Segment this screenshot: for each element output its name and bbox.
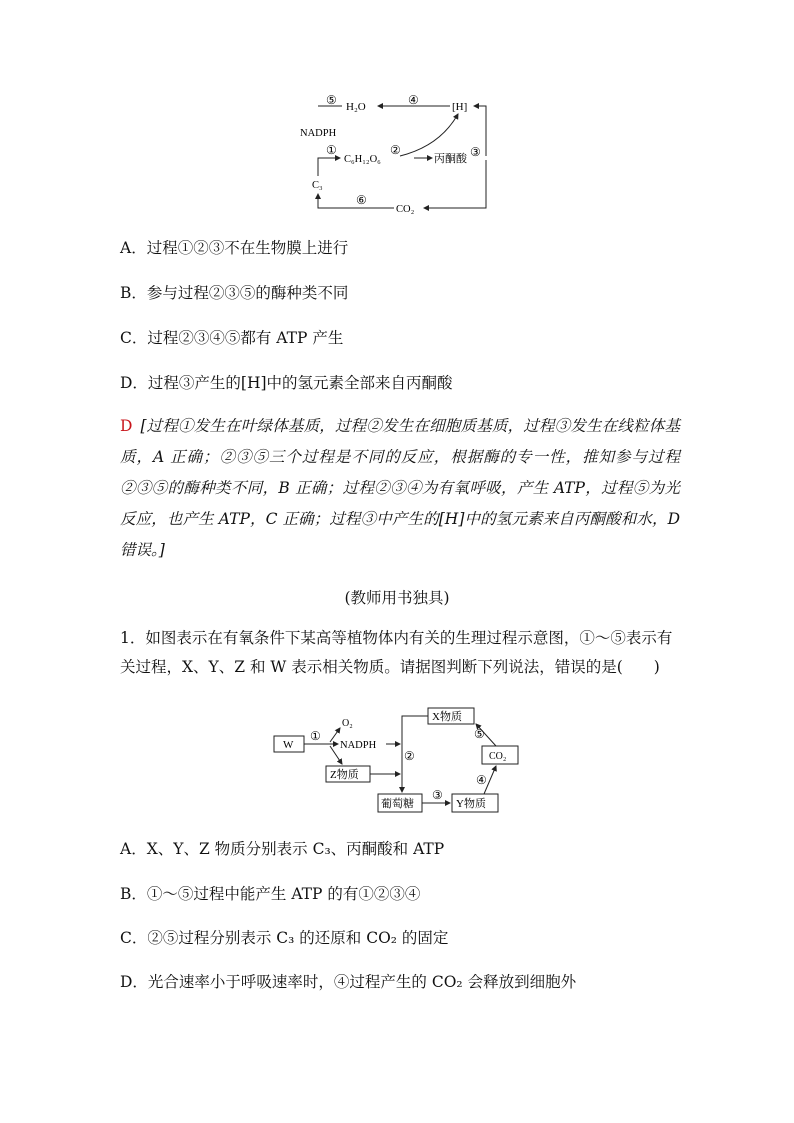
- d1-h: [H]: [452, 101, 468, 113]
- d1-co2: CO₂: [396, 204, 415, 215]
- q1-option-a: A．X、Y、Z 物质分别表示 C₃、丙酮酸和 ATP: [120, 840, 445, 858]
- q0-option-b: B．参与过程②③⑤的酶种类不同: [120, 284, 349, 302]
- arrow-c3-to-glucose: [318, 158, 340, 176]
- d2-z: Z物质: [330, 769, 359, 781]
- d2-co2: CO₂: [489, 751, 507, 762]
- q1-stem: 1．如图表示在有氧条件下某高等植物体内有关的生理过程示意图，①～⑤表示有关过程，X、Y、Z 和 W 表示相关物质。请据图判断下列说法，错误的是( ): [120, 629, 673, 676]
- d1-nadph: NADPH: [300, 128, 337, 139]
- teacher-note: (教师用书独具): [344, 589, 450, 607]
- d1-h2o: H₂O: [346, 101, 366, 113]
- arrow-o2: [330, 728, 340, 742]
- q0-option-d: D．过程③产生的[H]中的氢元素全部来自丙酮酸: [120, 374, 453, 392]
- d1-n3: ③: [470, 145, 481, 159]
- d2-x: X物质: [432, 711, 462, 723]
- photosynthesis-respiration-diagram-2: [270, 702, 530, 820]
- curve-to-h: [400, 114, 458, 156]
- d2-n5: ⑤: [474, 727, 485, 741]
- d2-nadph: NADPH: [340, 740, 377, 751]
- d2-o2: O₂: [342, 718, 353, 729]
- answer-letter: D: [120, 417, 133, 435]
- d1-n5: ⑤: [326, 93, 337, 107]
- d1-glucose: C₆H₁₂O₆: [344, 154, 381, 165]
- d1-c3: C₃: [312, 180, 323, 191]
- d2-y: Y物质: [456, 798, 486, 810]
- answer-text: [过程①发生在叶绿体基质，过程②发生在细胞质基质，过程③发生在线粒体基质，A 正确；②③⑤三个过程是不同的反应，根据酶的专一性，推知参与过程②③⑤的酶种类不同，B 正确；过程②③④为有氧呼吸，产生 ATP，过程⑤为光反应，也产生 ATP，C 正确；过程③中产生的[H]中的氢元素来自丙酮酸和水，D 错误。]: [120, 417, 680, 559]
- arrow-to-co2: [424, 160, 486, 208]
- d2-n3: ③: [432, 788, 443, 802]
- d1-n1: ①: [326, 143, 337, 157]
- d1-n2: ②: [390, 143, 401, 157]
- d1-n4: ④: [408, 93, 419, 107]
- q0-option-c: C．过程②③④⑤都有 ATP 产生: [120, 329, 344, 347]
- d1-n6: ⑥: [356, 193, 367, 207]
- q0-option-a: A．过程①②③不在生物膜上进行: [120, 239, 349, 257]
- q0-answer-explanation: [120, 411, 680, 566]
- d2-n1: ①: [310, 729, 321, 743]
- d2-w: W: [283, 739, 294, 751]
- photosynthesis-respiration-diagram-1: [290, 90, 500, 220]
- d2-glucose: 葡萄糖: [381, 798, 414, 810]
- d2-n4: ④: [476, 773, 487, 787]
- q1-option-b: B．①～⑤过程中能产生 ATP 的有①②③④: [120, 885, 421, 903]
- d2-n2: ②: [404, 749, 415, 763]
- d1-pyruvate: 丙酮酸: [434, 153, 467, 165]
- q1-option-c: C．②⑤过程分别表示 C₃ 的还原和 CO₂ 的固定: [120, 929, 449, 947]
- q1-option-d: D．光合速率小于呼吸速率时，④过程产生的 CO₂ 会释放到细胞外: [120, 973, 577, 991]
